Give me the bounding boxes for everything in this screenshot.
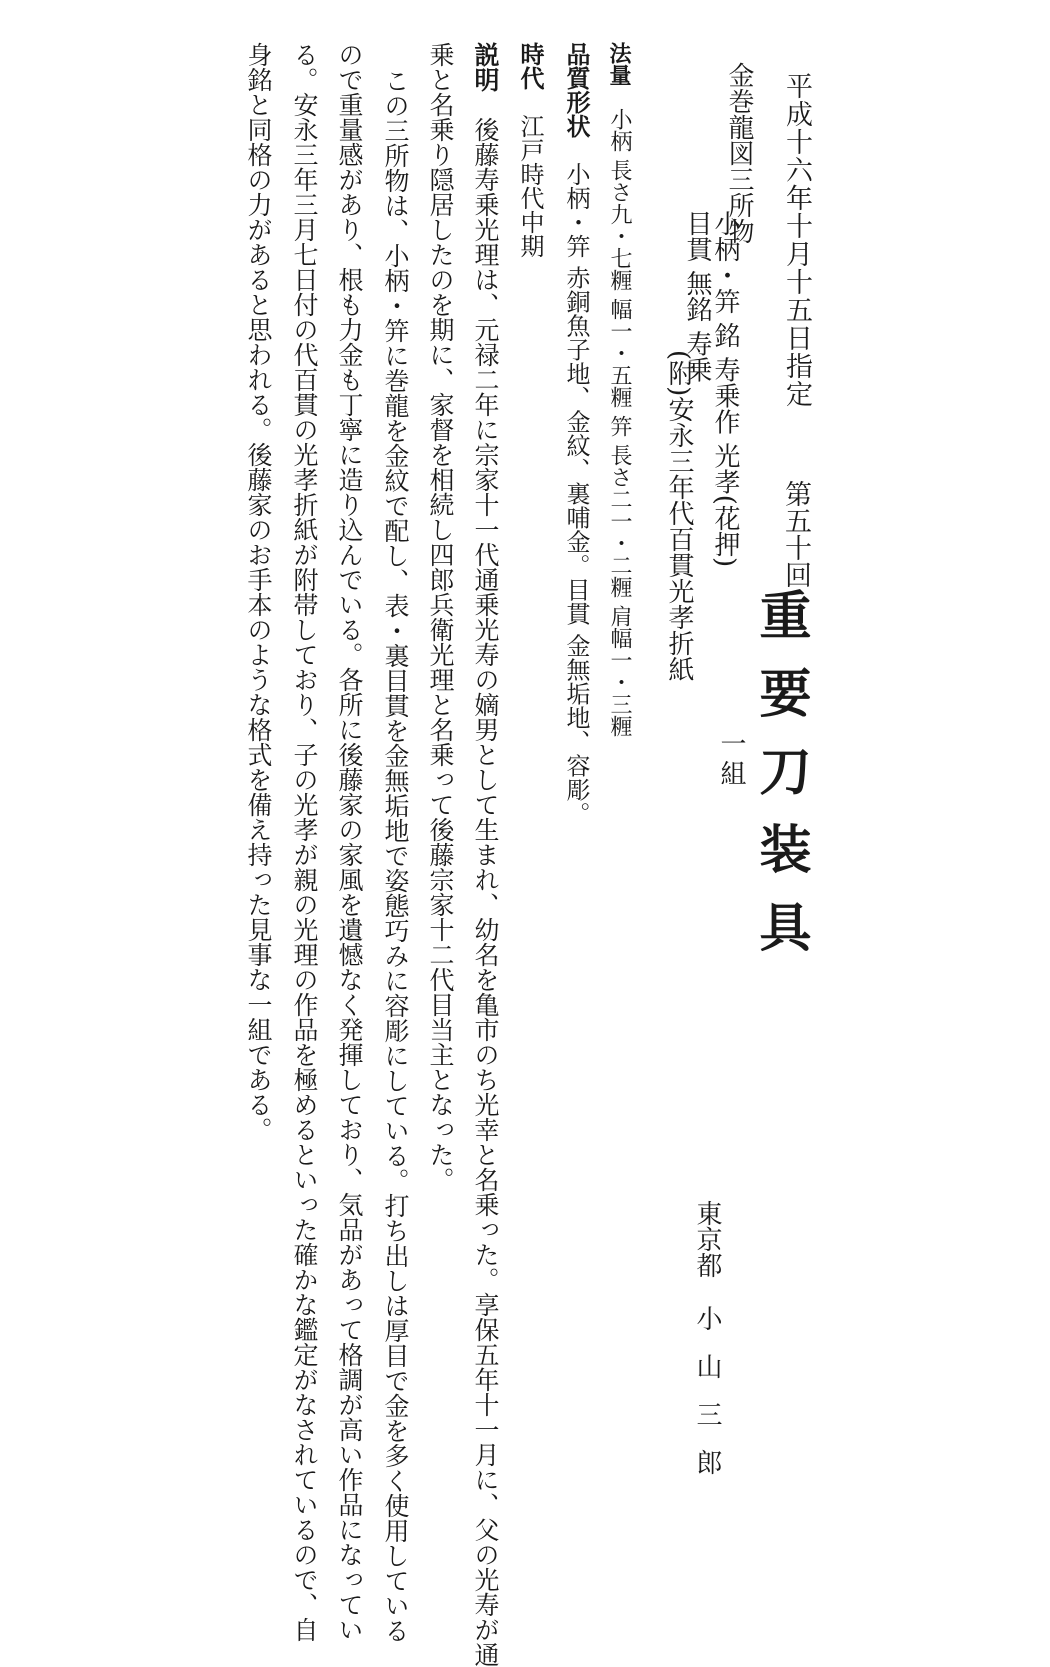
item-inscription-kozuka: 小柄・笄 銘 寿乗作 光孝(花押): [710, 210, 740, 568]
session-number: 第五十回: [780, 480, 811, 588]
item-name: 金巻龍図三所物: [724, 62, 754, 244]
quality-text: 小柄・笄 赤銅魚子地、金紋、裏哺金。目貫 金無垢地、容彫。: [562, 162, 590, 826]
description-text-1: 後藤寿乗光理は、元禄二年に宗家十一代通乗光寿の嫡男として生まれ、幼名を亀市のち光幸と名乗った。享保五年十一月に、父の光寿が通: [471, 117, 500, 1667]
item-inscription-menuki: 目貫 無銘 寿乗: [682, 210, 712, 383]
description-label: 説明: [471, 42, 500, 92]
quality-label: 品質形状: [562, 42, 591, 138]
dimensions-label: 法量: [606, 42, 632, 86]
item-count: 一組: [716, 730, 746, 790]
dimensions-text: 小柄 長さ九・七糎 幅一・五糎 笄 長さ二一・二糎 肩幅一・三糎: [607, 108, 632, 737]
description-line-4: ので重量感があり、根も力金も丁寧に造り込んでいる。各所に後藤家の家風を遺憾なく発揮しており、気品があって格調が高い作品になってい: [335, 42, 364, 1642]
era-row: [516, 42, 545, 258]
description-line-1: [473, 42, 498, 1667]
quality-row: [562, 42, 591, 826]
owner-prefecture: 東京都: [692, 1200, 722, 1278]
dimensions-row: [608, 42, 630, 737]
description-line-5: る。安永三年三月七日付の代百貫の光孝折紙が附帯しており、子の光孝が親の光理の作品を極めるといった確かな鑑定がなされているので、自: [290, 42, 319, 1642]
owner-name: 小山三郎: [692, 1305, 722, 1497]
era-label: 時代: [516, 42, 545, 90]
page-title: 重要刀装具: [750, 588, 811, 978]
item-attachment: (附)安永三年代百貫光孝折紙: [664, 350, 694, 683]
designation-date: 平成十六年十月十五日指定: [781, 72, 812, 408]
era-text: 江戸時代中期: [516, 114, 544, 258]
description-line-3: この三所物は、小柄・笄に巻龍を金紋で配し、表・裏目貫を金無垢地で姿態巧みに容彫にしている。打ち出しは厚目で金を多く使用している: [381, 68, 410, 1643]
description-line-2: 乗と名乗り隠居したのを期に、家督を相続し四郎兵衛光理と名乗って後藤宗家十二代目当主となった。: [426, 42, 455, 1192]
description-line-6: 身銘と同格の力があると思われる。後藤家のお手本のような格式を備え持った見事な一組である。: [244, 42, 273, 1142]
